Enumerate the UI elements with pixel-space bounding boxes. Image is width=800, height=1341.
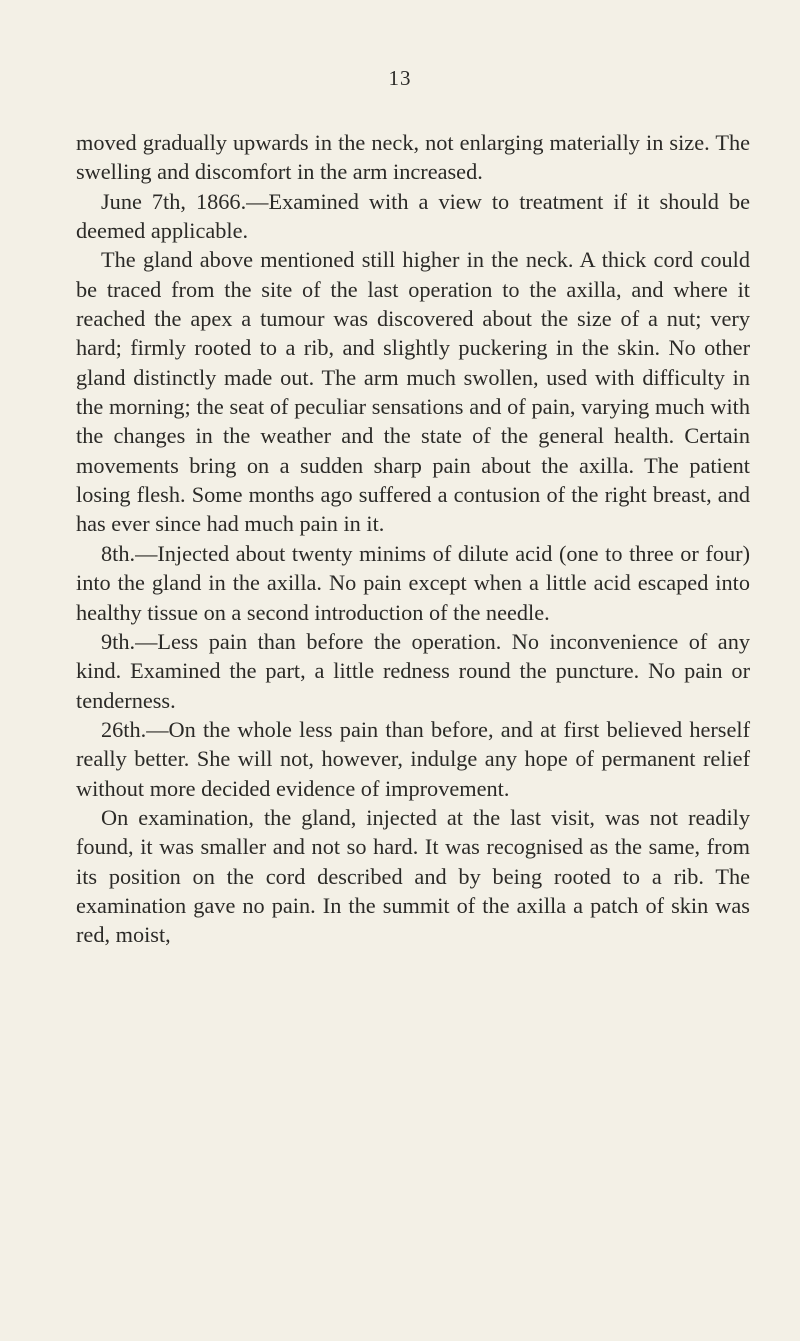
paragraph-9th: 9th.—Less pain than before the operation. No inconvenience of any kind. Examined the part, a little redness round the puncture. No pain or tenderness. <box>76 628 750 713</box>
paragraph-26th: 26th.—On the whole less pain than before, and at first believed herself really better. She will not, however, indulge any hope of permanent relief without more decided evidence of improvement. <box>76 716 750 801</box>
body-text <box>76 128 750 950</box>
paragraph-continuation: moved gradually upwards in the neck, not enlarging materially in size. The swelling and discomfort in the arm increased. <box>76 130 750 185</box>
paragraph-8th: 8th.—Injected about twenty minims of dilute acid (one to three or four) into the gland in the axilla. No pain except when a little acid escaped into healthy tissue on a second introduction of the needle. <box>76 540 750 625</box>
page-number: 13 <box>388 66 412 90</box>
paragraph-june-7th: June 7th, 1866.—Examined with a view to treatment if it should be deemed applicable. <box>76 188 750 244</box>
paragraph-gland-description: The gland above mentioned still higher in the neck. A thick cord could be traced from the site of the last operation to the axilla, and where it reached the apex a tumour was discovered about the size of a nut; very hard; firmly rooted to a rib, and slightly puckering in the skin. No other gland distinctly made out. The arm much swollen, used with difficulty in the morning; the seat of peculiar sensations and of pain, varying much with the changes in the weather and the state of the general health. Certain movements bring on a sudden sharp pain about the axilla. The patient losing flesh. Some months ago suffered a contusion of the right breast, and has ever since had much pain in it. <box>76 247 750 537</box>
paragraph-examination: On examination, the gland, injected at the last visit, was not readily found, it was smaller and not so hard. It was recognised as the same, from its position on the cord described and by being rooted to a rib. The examination gave no pain. In the summit of the axilla a patch of skin was red, moist, <box>76 804 750 948</box>
